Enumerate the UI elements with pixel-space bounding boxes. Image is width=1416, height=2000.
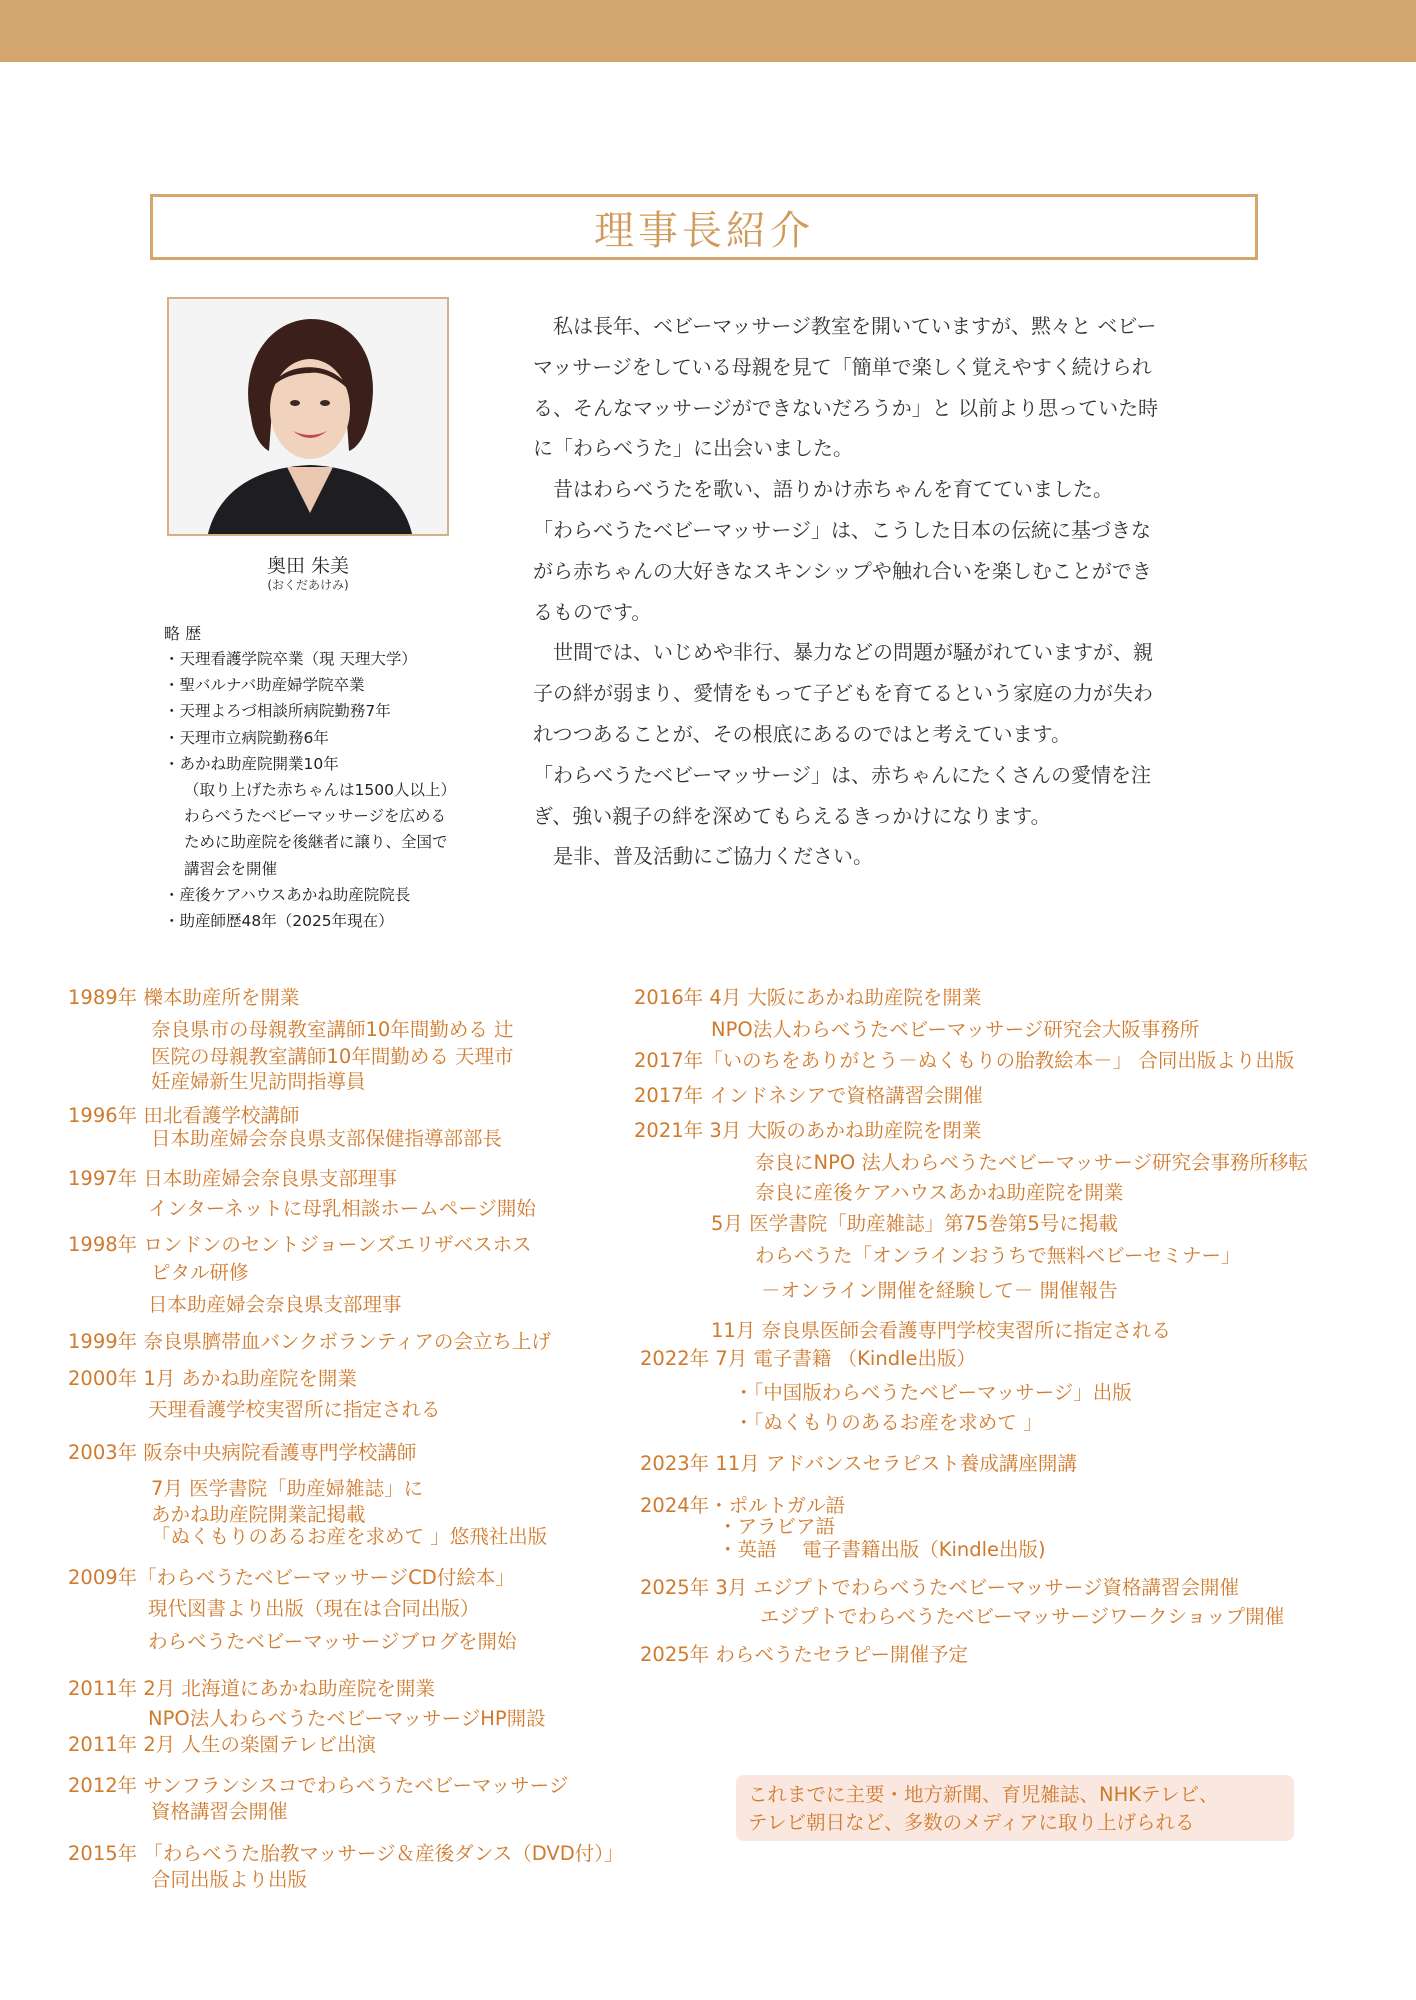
- timeline-entry: 資格講習会開催: [151, 1800, 288, 1823]
- timeline-entry: わらべうたベビーマッサージブログを開始: [148, 1630, 517, 1653]
- timeline-entry: 5月 医学書院「助産雑誌」第75巻第5号に掲載: [711, 1212, 1118, 1235]
- timeline-entry: 2022年 7月 電子書籍 （Kindle出版）: [640, 1347, 976, 1370]
- timeline-entry: 日本助産婦会奈良県支部保健指導部部長: [151, 1127, 503, 1150]
- timeline-entry: 現代図書より出版（現在は合同出版）: [148, 1597, 480, 1620]
- timeline-entry: エジプトでわらべうたベビーマッサージワークショップ開催: [760, 1605, 1285, 1628]
- timeline-entry: 2025年 わらべうたセラピー開催予定: [640, 1643, 969, 1666]
- message-line: 「わらべうたベビーマッサージ」は、こうした日本の伝統に基づきな: [533, 517, 1151, 542]
- timeline-entry: 2011年 2月 人生の楽園テレビ出演: [68, 1733, 377, 1756]
- chairperson-name-kana: (おくだあけみ): [267, 578, 349, 592]
- timeline-entry: 奈良に産後ケアハウスあかね助産院を開業: [755, 1181, 1124, 1204]
- timeline-entry: 医院の母親教室講師10年間勤める 天理市: [151, 1045, 514, 1068]
- media-note-line: これまでに主要・地方新聞、育児雑誌、NHKテレビ、: [748, 1783, 1219, 1806]
- section-title: 理事長紹介: [594, 207, 814, 254]
- timeline-entry: ・「ぬくもりのあるお産を求めて 」: [734, 1411, 1043, 1434]
- timeline-entry: 1999年 奈良県臍帯血バンクボランティアの会立ち上げ: [68, 1330, 551, 1353]
- timeline-entry: 2024年・ポルトガル語: [640, 1494, 846, 1517]
- message-line: 昔はわらべうたを歌い、語りかけ赤ちゃんを育てていました。: [533, 477, 1113, 502]
- message-line: 世間では、いじめや非行、暴力などの問題が騒がれていますが、親: [533, 640, 1153, 665]
- timeline-entry: 妊産婦新生児訪問指導員: [151, 1070, 366, 1093]
- timeline-entry: 2023年 11月 アドバンスセラピスト養成講座開講: [640, 1452, 1077, 1475]
- message-line: ぎ、強い親子の絆を深めてもらえるきっかけになります。: [533, 803, 1051, 828]
- biography-item: ・天理市立病院勤務6年: [164, 728, 329, 747]
- timeline-entry: 2017年「いのちをありがとう－ぬくもりの胎教絵本－」 合同出版より出版: [634, 1049, 1295, 1072]
- portrait-illustration: [169, 299, 449, 536]
- biography-title: 略 歴: [164, 624, 202, 643]
- timeline-entry: あかね助産院開業記掲載: [151, 1503, 366, 1526]
- timeline-entry: 7月 医学書院「助産婦雑誌」に: [151, 1477, 424, 1500]
- biography-item: ・天理よろづ相談所病院勤務7年: [164, 702, 391, 721]
- biography-item: わらべうたベビーマッサージを広める: [184, 807, 446, 826]
- message-line: に「わらべうた」に出会いました。: [533, 436, 853, 461]
- timeline-entry: ・アラビア語: [718, 1515, 836, 1538]
- header-band: [0, 0, 1416, 62]
- timeline-entry: 奈良にNPO 法人わらべうたベビーマッサージ研究会事務所移転: [755, 1151, 1308, 1174]
- timeline-entry: 日本助産婦会奈良県支部理事: [148, 1293, 402, 1316]
- biography-item: ・産後ケアハウスあかね助産院院長: [164, 885, 411, 904]
- timeline-entry: ・英語 電子書籍出版（Kindle出版): [718, 1538, 1046, 1561]
- portrait-photo: [167, 297, 449, 536]
- timeline-entry: インターネットに母乳相談ホームページ開始: [148, 1197, 536, 1220]
- chairperson-name: 奥田 朱美: [266, 555, 350, 577]
- timeline-entry: 「ぬくもりのあるお産を求めて 」悠飛社出版: [151, 1525, 548, 1548]
- timeline-entry: わらべうた「オンラインおうちで無料ベビーセミナー」: [755, 1244, 1241, 1267]
- section-title-box: [150, 194, 1258, 260]
- message-line: れつつあることが、その根底にあるのではと考えています。: [533, 721, 1071, 746]
- message-line: 私は長年、ベビーマッサージ教室を開いていますが、黙々と ベビー: [533, 314, 1157, 338]
- biography-item: ・聖バルナバ助産婦学院卒業: [164, 676, 365, 695]
- biography-item: ・天理看護学院卒業（現 天理大学）: [164, 650, 417, 668]
- timeline-entry: －オンライン開催を経験して－ 開催報告: [761, 1279, 1118, 1302]
- message-line: がら赤ちゃんの大好きなスキンシップや触れ合いを楽しむことができ: [533, 558, 1152, 583]
- media-note-line: テレビ朝日など、多数のメディアに取り上げられる: [748, 1811, 1195, 1834]
- media-coverage-note: [736, 1775, 1294, 1841]
- timeline-entry: 2012年 サンフランシスコでわらべうたベビーマッサージ: [68, 1774, 569, 1797]
- timeline-entry: 2021年 3月 大阪のあかね助産院を閉業: [634, 1119, 982, 1142]
- timeline-entry: 2025年 3月 エジプトでわらべうたベビーマッサージ資格講習会開催: [640, 1576, 1239, 1599]
- timeline-entry: 2017年 インドネシアで資格講習会開催: [634, 1084, 983, 1107]
- timeline-entry: NPO法人わらべうたベビーマッサージ研究会大阪事務所: [711, 1018, 1200, 1041]
- timeline-entry: 2011年 2月 北海道にあかね助産院を開業: [68, 1677, 435, 1700]
- biography-item: （取り上げた赤ちゃんは1500人以上）: [184, 781, 456, 800]
- message-line: るものです。: [533, 599, 652, 624]
- timeline-entry: 11月 奈良県医師会看護専門学校実習所に指定される: [711, 1319, 1172, 1342]
- message-line: 是非、普及活動にご協力ください。: [533, 844, 873, 869]
- message-line: マッサージをしている母親を見て「簡単で楽しく覚えやすく続けられ: [533, 354, 1152, 379]
- timeline-entry: 2000年 1月 あかね助産院を開業: [68, 1367, 357, 1390]
- biography-item: ・あかね助産院開業10年: [164, 754, 339, 773]
- timeline-entry: ・「中国版わらべうたベビーマッサージ」出版: [734, 1381, 1132, 1404]
- timeline-entry: 奈良県市の母親教室講師10年間勤める 辻: [151, 1018, 514, 1041]
- timeline-entry: 2009年「わらべうたベビーマッサージCD付絵本」: [68, 1566, 515, 1589]
- timeline-entry: 1989年 櫟本助産所を開業: [68, 986, 300, 1009]
- biography-item: 講習会を開催: [184, 859, 278, 878]
- timeline-entry: 2003年 阪奈中央病院看護専門学校講師: [68, 1441, 417, 1464]
- timeline-entry: 2015年 「わらべうた胎教マッサージ＆産後ダンス（DVD付）」: [68, 1842, 624, 1865]
- timeline-entry: 1996年 田北看護学校講師: [68, 1104, 300, 1127]
- message-line: 「わらべうたベビーマッサージ」は、赤ちゃんにたくさんの愛情を注: [533, 762, 1151, 787]
- biography-item: ために助産院を後継者に譲り、全国で: [184, 833, 448, 852]
- biography-list: [164, 646, 494, 934]
- timeline-entry: 2016年 4月 大阪にあかね助産院を開業: [634, 986, 982, 1009]
- timeline-entry: 天理看護学校実習所に指定される: [148, 1398, 441, 1421]
- timeline-entry: 合同出版より出版: [151, 1868, 308, 1891]
- message-line: る、そんなマッサージができないだろうか」と 以前より思っていた時: [533, 395, 1159, 420]
- timeline-entry: NPO法人わらべうたベビーマッサージHP開設: [148, 1707, 546, 1730]
- timeline-entry: 1998年 ロンドンのセントジョーンズエリザベスホス: [68, 1233, 532, 1256]
- timeline-entry: ピタル研修: [151, 1261, 249, 1284]
- chairperson-message: [533, 306, 1261, 877]
- biography-item: ・助産師歴48年（2025年現在）: [164, 912, 394, 931]
- message-line: 子の絆が弱まり、愛情をもって子どもを育てるという家庭の力が失わ: [533, 681, 1153, 706]
- timeline-entry: 1997年 日本助産婦会奈良県支部理事: [68, 1167, 397, 1190]
